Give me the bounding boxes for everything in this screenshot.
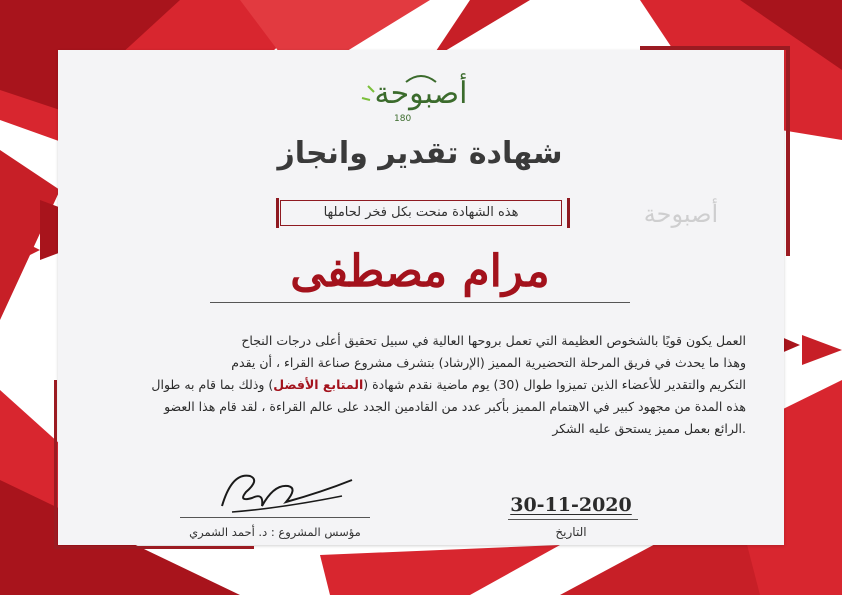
body-line-5: .الرائع بعمل مميز يستحق عليه الشكر — [552, 421, 746, 436]
certificate-title: شهادة تقدير وانجاز — [277, 136, 563, 171]
body-line-2: وهذا ما يحدث في فريق المرحلة التحضيرية المميز (الإرشاد) بتشرف مشروع صناعة القراء ، أن يقدم — [231, 355, 746, 370]
body-line-3-end: ) وذلك بما قام به طوال — [151, 377, 274, 392]
founder-label: مؤسس المشروع : د. أحمد الشمري — [189, 525, 361, 539]
signature-line — [180, 517, 370, 518]
body-line-4: هذه المدة من مجهود كبير في الاهتمام المميز بأكبر عدد من القادمين الجدد على عالم القراءة ، لقد قام هذا العضو — [164, 399, 746, 414]
award-title: المتابع الأفضل — [273, 377, 364, 392]
logo-text: أصبوحة — [374, 76, 468, 111]
recipient-underline — [210, 302, 630, 303]
recipient-name: مرام مصطفى — [290, 246, 550, 297]
body-line-3-start: التكريم والتقدير للأعضاء الذين تميزوا طوال (30) يوم ماضية نقدم شهادة ( — [363, 377, 746, 392]
frame-accent-bottom — [54, 546, 254, 549]
watermark-text: أصبوحة — [643, 200, 719, 228]
project-logo — [356, 72, 486, 130]
certificate-subtitle: هذه الشهادة منحت بكل فخر لحاملها — [280, 200, 562, 226]
date-value: 30-11-2020 — [510, 494, 632, 516]
body-line-3 — [96, 374, 746, 396]
logo-number: 180 — [394, 114, 412, 124]
date-label: التاريخ — [555, 525, 587, 539]
certificate-body — [96, 330, 746, 440]
body-line-1: العمل يكون قويًا بالشخوص العظيمة التي تعمل بروحها العالية في سبيل تحقيق أعلى درجات النجاح — [241, 333, 746, 348]
frame-accent-right — [786, 46, 790, 256]
date-line — [508, 519, 638, 520]
logo-watermark — [626, 200, 736, 260]
frame-accent-top — [640, 46, 790, 50]
frame-accent-left — [54, 380, 57, 549]
